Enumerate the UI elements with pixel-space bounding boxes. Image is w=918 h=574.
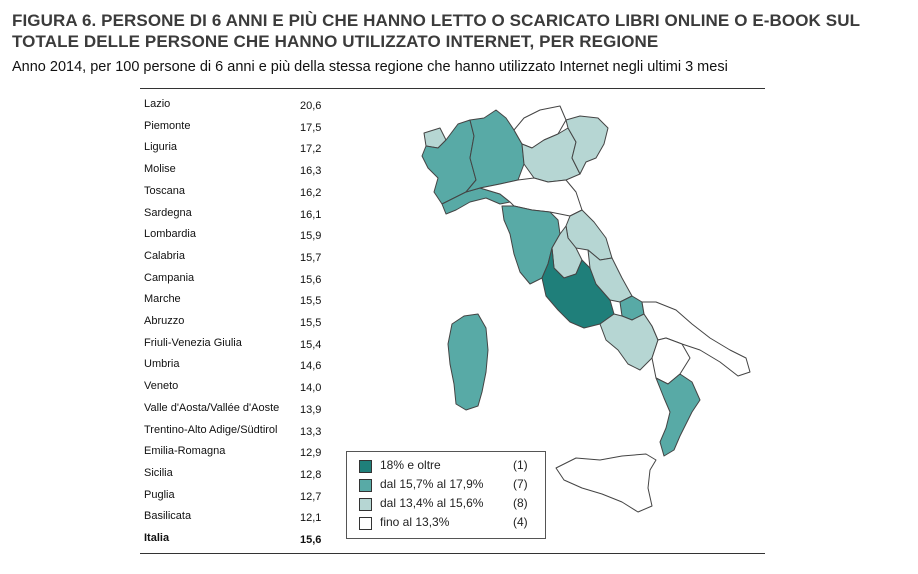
region-value: 16,1 [300,208,322,221]
legend-item [359,458,543,474]
legend-count: (4) [513,515,528,529]
region-name: Puglia [144,488,175,501]
region-calabria [656,374,700,456]
region-value: 17,5 [300,121,322,134]
region-name: Sardegna [144,206,192,219]
total-label: Italia [144,532,170,544]
table-row [144,380,344,398]
table-row [144,228,344,246]
region-name: Sicilia [144,466,173,479]
region-name: Marche [144,293,181,306]
table-row [144,163,344,181]
table-row [144,358,344,376]
region-value: 12,9 [300,447,322,460]
region-sardegna [448,314,488,410]
region-name: Friuli-Venezia Giulia [144,336,242,349]
region-value: 16,2 [300,186,322,199]
table-row [144,315,344,333]
legend-label: dal 13,4% al 15,6% [380,496,484,510]
region-value: 14,0 [300,382,322,395]
region-name: Valle d'Aosta/Vallée d'Aoste [144,401,280,414]
region-name: Emilia-Romagna [144,445,226,458]
region-sicilia [556,454,656,512]
region-name: Toscana [144,184,185,197]
region-name: Calabria [144,249,185,262]
region-name: Veneto [144,380,179,393]
figure-title [12,10,912,52]
figure-subtitle: Anno 2014, per 100 persone di 6 anni e più della stessa regione che hanno utilizzato Internet negli ultimi 3 mesi [12,59,728,75]
region-value: 15,9 [300,230,322,243]
table-row [144,185,344,203]
legend-label: 18% e oltre [380,458,441,472]
figure-title-line-1: FIGURA 6. PERSONE DI 6 ANNI E PIÙ CHE HANNO LETTO O SCARICATO LIBRI ONLINE O E-BOOK SUL [12,11,861,30]
region-value: 16,3 [300,165,322,178]
table-row [144,207,344,225]
region-value: 13,9 [300,403,322,416]
region-value: 12,7 [300,490,322,503]
region-name: Molise [144,163,176,176]
region-value: 14,6 [300,360,322,373]
table-row [144,467,344,485]
region-value: 17,2 [300,143,322,156]
region-name: Piemonte [144,119,191,132]
region-name: Lombardia [144,228,196,241]
table-total-row [144,532,344,550]
table-row [144,424,344,442]
region-name: Trentino-Alto Adige/Südtirol [144,423,278,436]
legend-count: (8) [513,496,528,510]
region-name: Abruzzo [144,315,185,327]
table-row [144,120,344,138]
map-legend [346,451,546,539]
region-value: 12,1 [300,512,322,525]
region-value: 20,6 [300,100,322,112]
table-row [144,250,344,268]
legend-label: fino al 13,3% [380,515,450,529]
table-row [144,445,344,463]
region-value: 12,8 [300,468,322,481]
bottom-rule [140,553,765,554]
region-value: 15,7 [300,251,322,264]
figure-title-line-2: TOTALE DELLE PERSONE CHE HANNO UTILIZZATO INTERNET, PER REGIONE [12,32,659,51]
legend-swatch [359,498,372,511]
region-value: 15,4 [300,338,322,351]
table-row [144,141,344,159]
legend-label: dal 15,7% al 17,9% [380,477,484,491]
legend-count: (1) [513,458,528,472]
region-name: Liguria [144,141,178,154]
table-row [144,402,344,420]
region-name: Campania [144,271,195,284]
region-value: 13,3 [300,425,322,438]
legend-swatch [359,479,372,492]
region-name: Umbria [144,358,180,371]
legend-item [359,477,543,493]
table-row [144,337,344,355]
total-value: 15,6 [300,534,322,546]
legend-item [359,515,543,531]
region-value: 15,5 [300,295,322,308]
legend-swatch [359,517,372,530]
table-row [144,489,344,507]
legend-count: (7) [513,477,528,491]
region-name: Basilicata [144,510,192,523]
legend-swatch [359,460,372,473]
legend-item [359,496,543,512]
region-value: 15,5 [300,317,322,329]
table-row [144,272,344,290]
region-name: Lazio [144,98,171,110]
table-row [144,510,344,528]
table-row [144,293,344,311]
table-row [144,98,344,116]
region-value: 15,6 [300,273,322,286]
